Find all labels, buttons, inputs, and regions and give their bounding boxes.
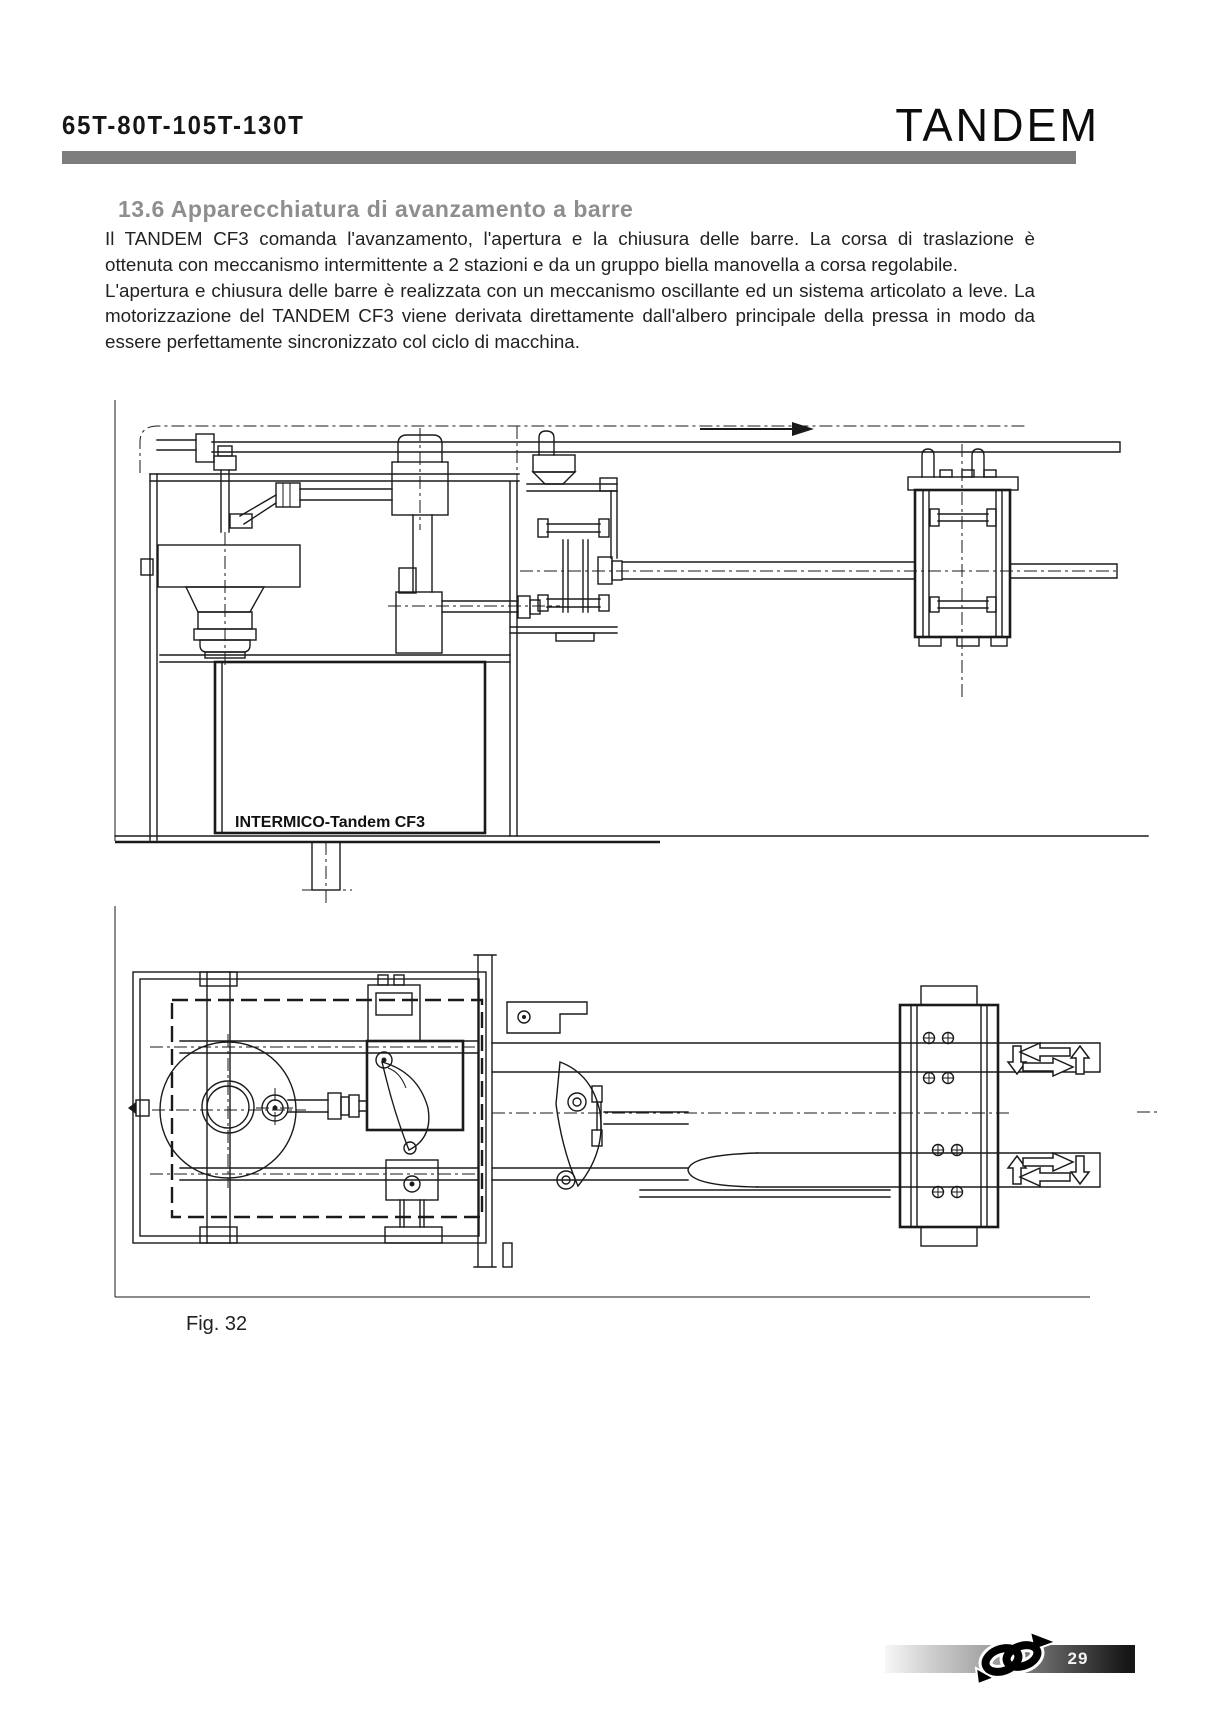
paragraph-line: ottenuta con meccanismo intermittente a 2 stazioni e da un gruppo biella manovella a corsa regolabile. bbox=[105, 253, 958, 275]
section-title: 13.6 Apparecchiatura di avanzamento a barre bbox=[118, 196, 634, 222]
right-arrow-icon bbox=[1023, 1153, 1073, 1171]
crank-connecting-rod bbox=[230, 483, 392, 528]
paragraph-line: motorizzazione del TANDEM CF3 viene derivata direttamente dall'albero principale della pressa in modo da bbox=[105, 305, 1035, 327]
brand-logotype: TANDEM bbox=[895, 99, 1100, 151]
paragraph-line: essere perfettamente sincronizzato col ciclo di macchina. bbox=[105, 331, 580, 353]
bar-motion-arrows-upper bbox=[1008, 1043, 1089, 1076]
flywheel bbox=[128, 1034, 306, 1188]
model-range-title: 65T-80T-105T-130T bbox=[62, 110, 305, 140]
adjusting-link-rod bbox=[288, 1093, 367, 1119]
dashed-machine-outline bbox=[172, 1000, 482, 1217]
press-chain-outline bbox=[140, 426, 1028, 481]
machine-frame bbox=[115, 474, 1148, 842]
feed-bar bbox=[157, 434, 1120, 462]
lower-drive-cylinder bbox=[388, 568, 560, 653]
upper-feed-bar bbox=[492, 1043, 1100, 1072]
feed-direction-arrow bbox=[700, 422, 814, 436]
up-arrow-icon bbox=[1071, 1046, 1089, 1074]
machine-frame-plan bbox=[133, 955, 512, 1267]
page-number: 29 bbox=[1067, 1649, 1089, 1668]
crank-assembly bbox=[367, 975, 463, 1243]
down-arrow-icon bbox=[1071, 1156, 1089, 1184]
left-arrow-icon bbox=[1020, 1043, 1070, 1061]
body-paragraph bbox=[105, 226, 1035, 355]
company-knot-logo-icon bbox=[968, 1628, 1064, 1688]
bar-support-stand bbox=[908, 444, 1018, 700]
figure-caption: Fig. 32 bbox=[186, 1313, 248, 1335]
figure-plan-view bbox=[0, 900, 1224, 1310]
header-rule-bar bbox=[62, 151, 1076, 164]
bell-crank-lever bbox=[507, 1002, 688, 1189]
left-arrow-icon bbox=[1020, 1168, 1070, 1186]
upper-drive-shaft bbox=[150, 1041, 478, 1053]
paragraph-line: Il TANDEM CF3 comanda l'avanzamento, l'apertura e la chiusura delle barre. La corsa di traslazione è bbox=[105, 228, 1035, 249]
machine-cabinet bbox=[215, 662, 485, 903]
guide-bolts bbox=[923, 1032, 963, 1198]
bar-motion-arrows-lower bbox=[1008, 1153, 1089, 1186]
paragraph-line: L'apertura e chiusura delle barre è realizzata con un meccanismo oscillante ed un sistema articolato a leve. La bbox=[105, 279, 1035, 301]
bar-guide-stand bbox=[900, 986, 998, 1246]
slide-band bbox=[200, 972, 237, 1243]
turret-funnel-assembly bbox=[141, 446, 300, 668]
bar-clamp-post bbox=[527, 431, 617, 491]
machine-label: INTERMICO-Tandem CF3 bbox=[235, 814, 425, 831]
transfer-shaft bbox=[520, 557, 1120, 584]
figure-side-elevation bbox=[0, 365, 1224, 905]
bar-centerline bbox=[492, 1112, 1158, 1113]
right-arrow-icon bbox=[1023, 1058, 1073, 1076]
